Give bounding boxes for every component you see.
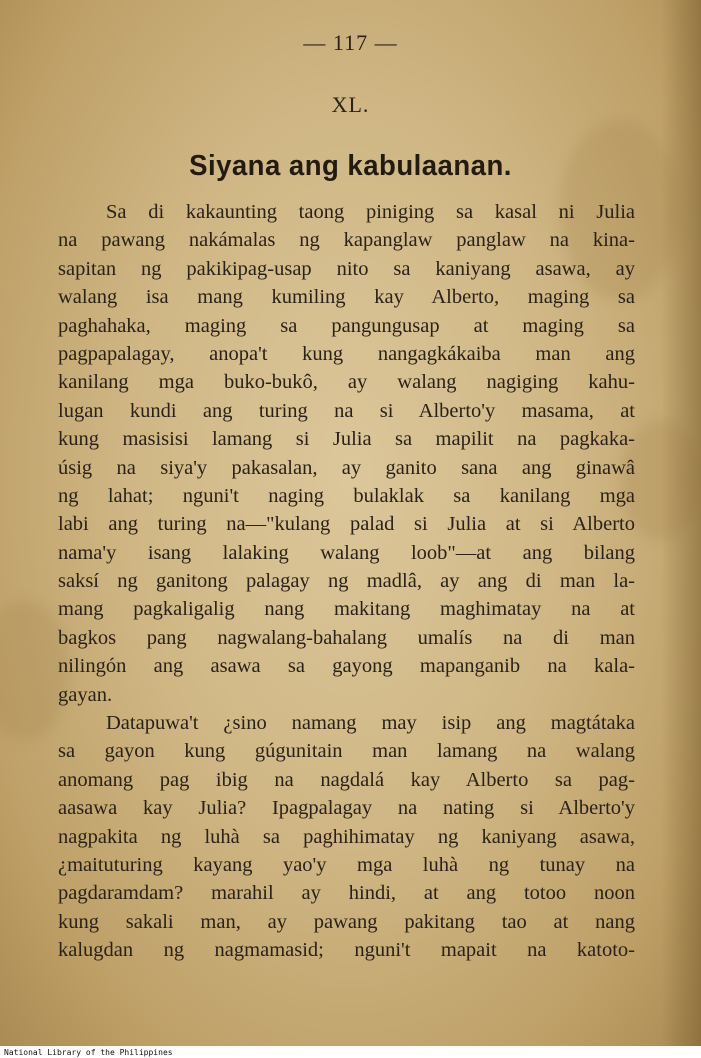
- body-text: [58, 198, 635, 965]
- text-line: ng lahat; nguni't naging bulaklak sa kanilang mga: [58, 484, 635, 507]
- text-line: anomang pag ibig na nagdalá kay Alberto sa pag-: [58, 768, 635, 791]
- footer-credit: National Library of the Philippines: [4, 1048, 173, 1057]
- text-line: lugan kundi ang turing na si Alberto'y masama, at: [58, 399, 635, 422]
- text-line: na pawang nakámalas ng kapanglaw panglaw na kina-: [58, 229, 635, 252]
- text-line: Sa di kakaunting taong piniging sa kasal ni Julia: [106, 201, 635, 223]
- text-line: saksí ng ganitong palagay ng madlâ, ay ang di man la-: [58, 570, 635, 593]
- text-line: úsig na siya'y pakasalan, ay ganito sana ang ginawâ: [58, 456, 635, 479]
- chapter-title: Siyana ang kabulaanan.: [189, 150, 512, 182]
- text-line: aasawa kay Julia? Ipagpalagay na nating si Alberto'y: [58, 797, 635, 820]
- text-line: nilingón ang asawa sa gayong mapanganib na kala-: [58, 655, 635, 678]
- text-line: labi ang turing na—"kulang palad si Julia at si Alberto: [58, 513, 635, 536]
- text-line: kung sakali man, ay pawang pakitang tao at nang: [58, 910, 635, 933]
- text-line: gayan.: [58, 683, 113, 706]
- text-line: nama'y isang lalaking walang loob"—at ang bilang: [58, 541, 635, 564]
- text-line: kung masisisi lamang si Julia sa mapilit na pagkaka-: [58, 428, 635, 451]
- text-line: kalugdan ng nagmamasid; nguni't mapait na katoto-: [58, 939, 635, 962]
- text-line: paghahaka, maging sa pangungusap at maging sa: [58, 314, 635, 337]
- text-line: ¿maituturing kayang yao'y mga luhà ng tunay na: [58, 853, 635, 876]
- chapter-heading: XL.: [331, 92, 370, 117]
- text-line: sa gayon kung gúgunitain man lamang na walang: [58, 740, 635, 763]
- text-line: pagpapalagay, anopa't kung nangagkákaiba man ang: [58, 342, 635, 365]
- text-line: walang isa mang kumiling kay Alberto, maging sa: [58, 286, 635, 309]
- text-line: mang pagkaligalig nang makitang maghimatay na at: [58, 598, 635, 621]
- text-line: sapitan ng pakikipag-usap nito sa kaniyang asawa, ay: [58, 257, 635, 280]
- page-number: — 117 —: [303, 30, 398, 55]
- text-line: pagdaramdam? marahil ay hindi, at ang totoo noon: [58, 882, 635, 905]
- text-line: nagpakita ng luhà sa paghihimatay ng kaniyang asawa,: [58, 825, 635, 848]
- text-line: bagkos pang nagwalang-bahalang umalís na di man: [58, 626, 635, 649]
- text-line: Datapuwa't ¿sino namang may isip ang magtátaka: [106, 712, 635, 735]
- text-line: kanilang mga buko-bukô, ay walang nagiging kahu-: [58, 371, 635, 394]
